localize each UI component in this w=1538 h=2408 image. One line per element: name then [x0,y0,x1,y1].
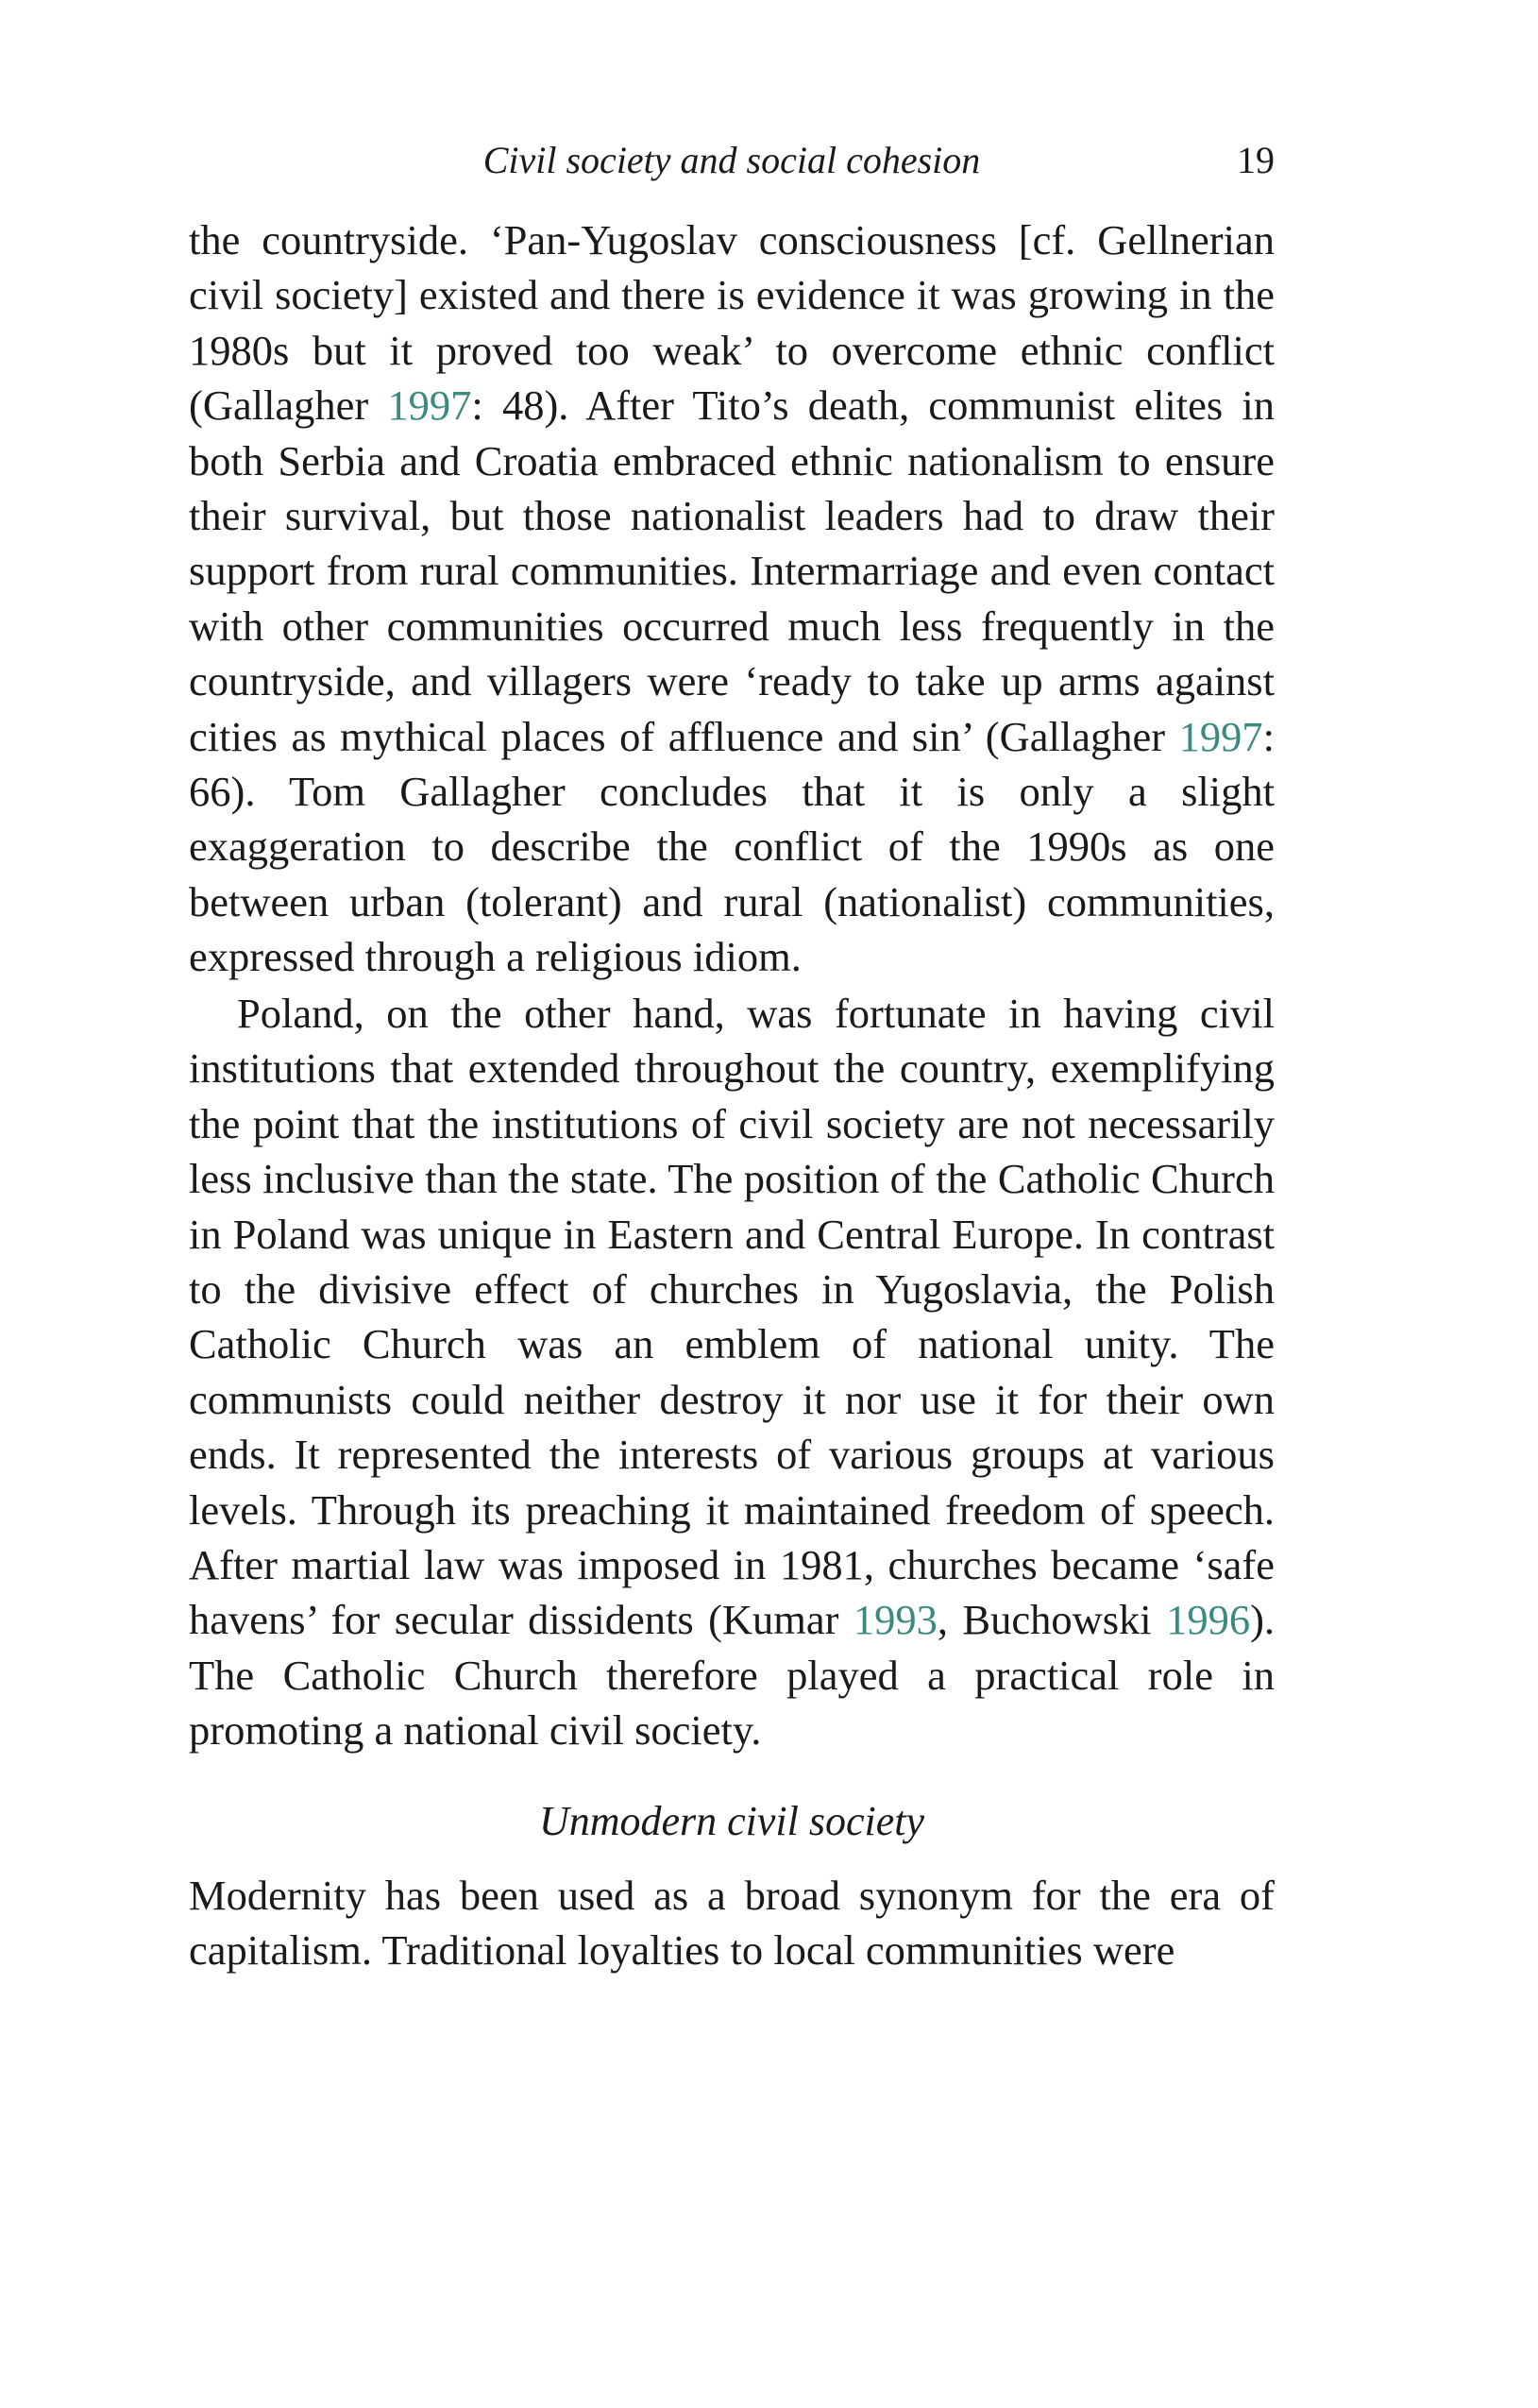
paragraph-1-text-a: the countryside. ‘Pan-Yugoslav consciousness [cf. Gellnerian civil society] existed and there is evidence it was growing in the 1980s but it proved too weak’ to overcome ethnic conflict (Gallagher [189,216,1275,430]
paragraph-2 [189,986,1275,1758]
paragraph-2-text-b: , Buchowski [937,1596,1167,1644]
paragraph-2-text-c: ). The Catholic Church therefore played a practical role in promoting a national civil society. [189,1596,1276,1755]
paragraph-3-text: Modernity has been used as a broad synonym for the era of capitalism. Traditional loyalties to local communities were [189,1872,1275,1975]
page-number: 19 [1237,139,1275,181]
citation-link-kumar-1993[interactable]: 1993 [853,1596,938,1644]
paragraph-3 [189,1868,1275,1978]
running-head [189,134,1275,187]
paragraph-1 [189,212,1275,985]
citation-link-gallagher-1997-a[interactable]: 1997 [387,382,472,430]
paragraph-1-text-c: : 66). Tom Gallagher concludes that it is only a slight exaggeration to describe the conflict of the 1990s as one between urban (tolerant) and rural (nationalist) communities, expressed through a religious idiom. [189,712,1275,981]
paragraph-2-text-a: Poland, on the other hand, was fortunate in having civil institutions that extended throughout the country, exemplifying the point that the institutions of civil society are not necessarily less inclusive than the state. The position of the Catholic Church in Poland was unique in Eastern and Central Europe. In contrast to the divisive effect of churches in Yugoslavia, the Polish Catholic Church was an emblem of national unity. The communists could neither destroy it nor use it for their own ends. It represented the interests of various groups at various levels. Through its preaching it maintained freedom of speech. After martial law was imposed in 1981, churches became ‘safe havens’ for secular dissidents (Kumar [189,990,1275,1644]
running-title: Civil society and social cohesion [482,139,981,181]
citation-link-buchowski-1996[interactable]: 1996 [1166,1596,1251,1644]
section-heading: Unmodern civil society [538,1798,925,1844]
citation-link-gallagher-1997-b[interactable]: 1997 [1178,712,1263,760]
paragraph-1-text-b: : 48). After Tito’s death, communist elites in both Serbia and Croatia embraced ethnic nationalism to ensure their survival, but those nationalist leaders had to draw their support from rural communities. Intermarriage and even contact with other communities occurred much less frequently in the countryside, and villagers were ‘ready to take up arms against cities as mythical places of affluence and sin’ (Gallagher [189,382,1275,760]
